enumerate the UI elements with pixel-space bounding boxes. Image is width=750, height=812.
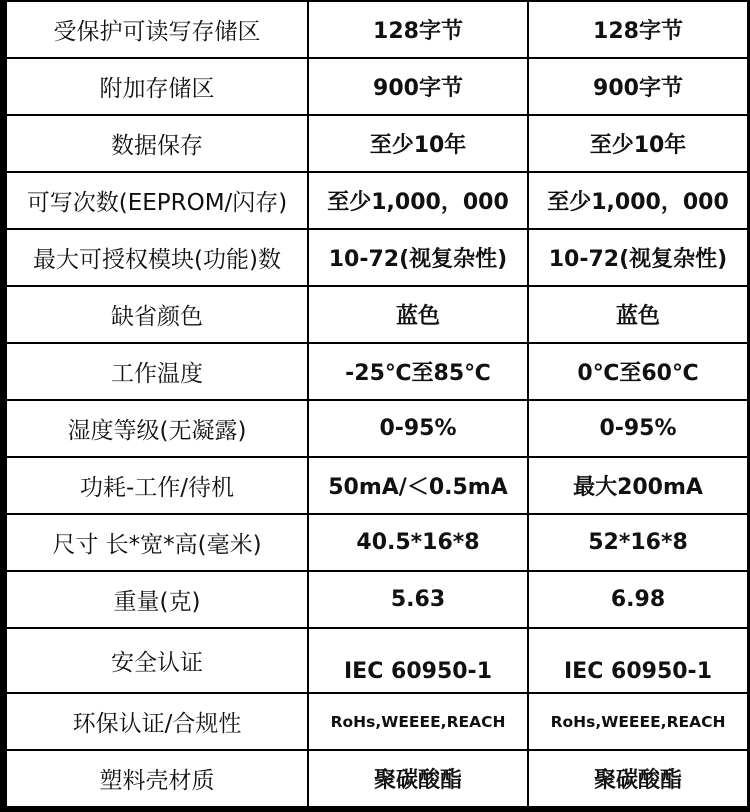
row-label: 附加存储区 (6, 58, 308, 115)
row-label: 塑料壳材质 (6, 750, 308, 807)
cell-value: 128字节 (528, 1, 748, 58)
row-label: 缺省颜色 (6, 286, 308, 343)
cell-value: 50mA/＜0.5mA (308, 457, 528, 514)
row-label: 湿度等级(无凝露) (6, 400, 308, 457)
table-row (6, 343, 748, 400)
cell-value: 52*16*8 (528, 514, 748, 571)
cell-value: 蓝色 (528, 286, 748, 343)
cell-value: 0-95% (308, 400, 528, 457)
table-row (6, 400, 748, 457)
row-label: 功耗-工作/待机 (6, 457, 308, 514)
cell-value: 至少1,000，000 (528, 172, 748, 229)
row-label: 尺寸 长*宽*高(毫米) (6, 514, 308, 571)
cell-value: RoHs,WEEEE,REACH (528, 693, 748, 750)
cell-value: 0-95% (528, 400, 748, 457)
spec-table (5, 0, 749, 808)
cell-value: 10-72(视复杂性) (528, 229, 748, 286)
table-row (6, 286, 748, 343)
table-row (6, 750, 748, 807)
cell-value: -25℃至85℃ (308, 343, 528, 400)
row-label: 可写次数(EEPROM/闪存) (6, 172, 308, 229)
cell-value: RoHs,WEEEE,REACH (308, 693, 528, 750)
cell-value: 6.98 (528, 571, 748, 628)
table-row (6, 115, 748, 172)
row-label: 最大可授权模块(功能)数 (6, 229, 308, 286)
cell-value: IEC 60950-1 (528, 628, 748, 693)
cell-value: 至少10年 (308, 115, 528, 172)
row-label: 安全认证 (6, 628, 308, 693)
cell-value: 128字节 (308, 1, 528, 58)
cell-value: 900字节 (528, 58, 748, 115)
row-label: 数据保存 (6, 115, 308, 172)
cell-value: 900字节 (308, 58, 528, 115)
cell-value: 蓝色 (308, 286, 528, 343)
table-row (6, 58, 748, 115)
cell-value: 5.63 (308, 571, 528, 628)
row-label: 受保护可读写存储区 (6, 1, 308, 58)
cell-value: 聚碳酸酯 (528, 750, 748, 807)
cell-value: 40.5*16*8 (308, 514, 528, 571)
table-row (6, 514, 748, 571)
table-row (6, 628, 748, 693)
cell-value: IEC 60950-1 (308, 628, 528, 693)
table-row (6, 693, 748, 750)
cell-value: 10-72(视复杂性) (308, 229, 528, 286)
table-row (6, 172, 748, 229)
cell-value: 0℃至60℃ (528, 343, 748, 400)
table-row (6, 1, 748, 58)
cell-value: 最大200mA (528, 457, 748, 514)
cell-value: 至少1,000，000 (308, 172, 528, 229)
row-label: 工作温度 (6, 343, 308, 400)
table-row (6, 571, 748, 628)
cell-value: 聚碳酸酯 (308, 750, 528, 807)
table-row (6, 229, 748, 286)
row-label: 重量(克) (6, 571, 308, 628)
row-label: 环保认证/合规性 (6, 693, 308, 750)
cell-value: 至少10年 (528, 115, 748, 172)
table-row (6, 457, 748, 514)
